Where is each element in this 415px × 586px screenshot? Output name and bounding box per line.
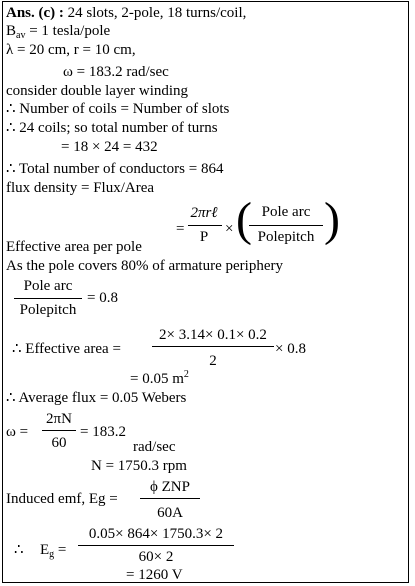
eg-therefore: ∴: [14, 542, 24, 558]
conductors-line: ∴ Total number of conductors = 864: [6, 161, 224, 177]
eff-area-result-sup: 2: [183, 369, 189, 380]
eff-area-calc-denominator: 2: [209, 353, 217, 369]
eff-area-calc-numerator: 2× 3.14× 0.1× 0.2: [159, 327, 267, 343]
ratio-numerator: Pole arc: [23, 278, 73, 294]
avg-flux-line: ∴ Average flux = 0.05 Webers: [6, 390, 187, 406]
winding-line: consider double layer winding: [6, 83, 189, 99]
eg-equals: =: [57, 542, 67, 558]
flux-density-line: flux density = Flux/Area: [6, 180, 155, 196]
left-paren: (: [236, 193, 252, 246]
eff-area-calc-tail: × 0.8: [275, 341, 306, 357]
pole-arc-num: Pole arc: [261, 204, 311, 220]
eg-subscript: g: [49, 549, 55, 560]
omega-line: ω = 183.2 rad/sec: [63, 64, 169, 80]
emf-denominator: 60A: [157, 505, 183, 521]
eg-bar: [78, 545, 234, 546]
emf-label: Induced emf, Eg =: [6, 491, 118, 507]
pole-pitch-den: Polepitch: [257, 229, 315, 245]
omega-unit: rad/sec: [133, 439, 176, 455]
omega-rhs: = 183.2: [80, 424, 126, 440]
emf-numerator: ϕ ZNP: [150, 479, 190, 495]
eg-numerator: 0.05× 864× 1750.3× 2: [88, 526, 224, 542]
right-paren: ): [324, 193, 340, 246]
omega-lhs: ω =: [6, 424, 29, 440]
eff-area-label: Effective area per pole: [6, 239, 142, 255]
answer-label: Ans. (c) :: [6, 5, 64, 21]
eff-area-numerator: 2πrℓ: [190, 205, 218, 221]
pole-ratio-bar: [249, 225, 323, 226]
omega-bar: [42, 430, 76, 431]
eff-area-fraction-bar: [188, 225, 222, 226]
eff-area-result-value: = 0.05 m: [130, 371, 184, 387]
eff-area-calc-label: ∴ Effective area =: [12, 341, 121, 357]
emf-bar: [140, 498, 200, 499]
bav-subscript: av: [16, 30, 26, 41]
omega-denominator: 60: [51, 435, 67, 451]
eff-area-equals: =: [176, 221, 185, 237]
bav-value: = 1 tesla/pole: [25, 23, 111, 39]
eff-area-calc-bar: [152, 346, 274, 347]
lambda-r-line: λ = 20 cm, r = 10 cm,: [6, 42, 136, 58]
eff-area-denominator: P: [199, 229, 209, 245]
n-line: N = 1750.3 rpm: [91, 458, 187, 474]
ratio-bar: [14, 298, 82, 299]
turns-line: = 18 × 24 = 432: [61, 139, 158, 155]
coils24-line: ∴ 24 coils; so total number of turns: [6, 120, 218, 136]
given-data: 24 slots, 2-pole, 18 turns/coil,: [67, 5, 247, 21]
eg-symbol: E: [40, 542, 50, 558]
answer-line: [6, 4, 246, 22]
bav-line: [6, 22, 110, 40]
eg-symbol-line: [40, 541, 66, 559]
omega-numerator: 2πN: [46, 411, 72, 427]
eff-area-times: ×: [225, 221, 234, 237]
ratio-value: = 0.8: [87, 290, 118, 306]
coils-line: ∴ Number of coils = Number of slots: [6, 101, 230, 117]
pole-cover-line: As the pole covers 80% of armature periphery: [6, 258, 283, 274]
eg-denominator: 60× 2: [138, 549, 174, 565]
eg-result: = 1260 V: [126, 567, 183, 583]
eff-area-result: [130, 370, 189, 388]
ratio-denominator: Polepitch: [19, 302, 77, 318]
bav-symbol: B: [6, 23, 17, 39]
